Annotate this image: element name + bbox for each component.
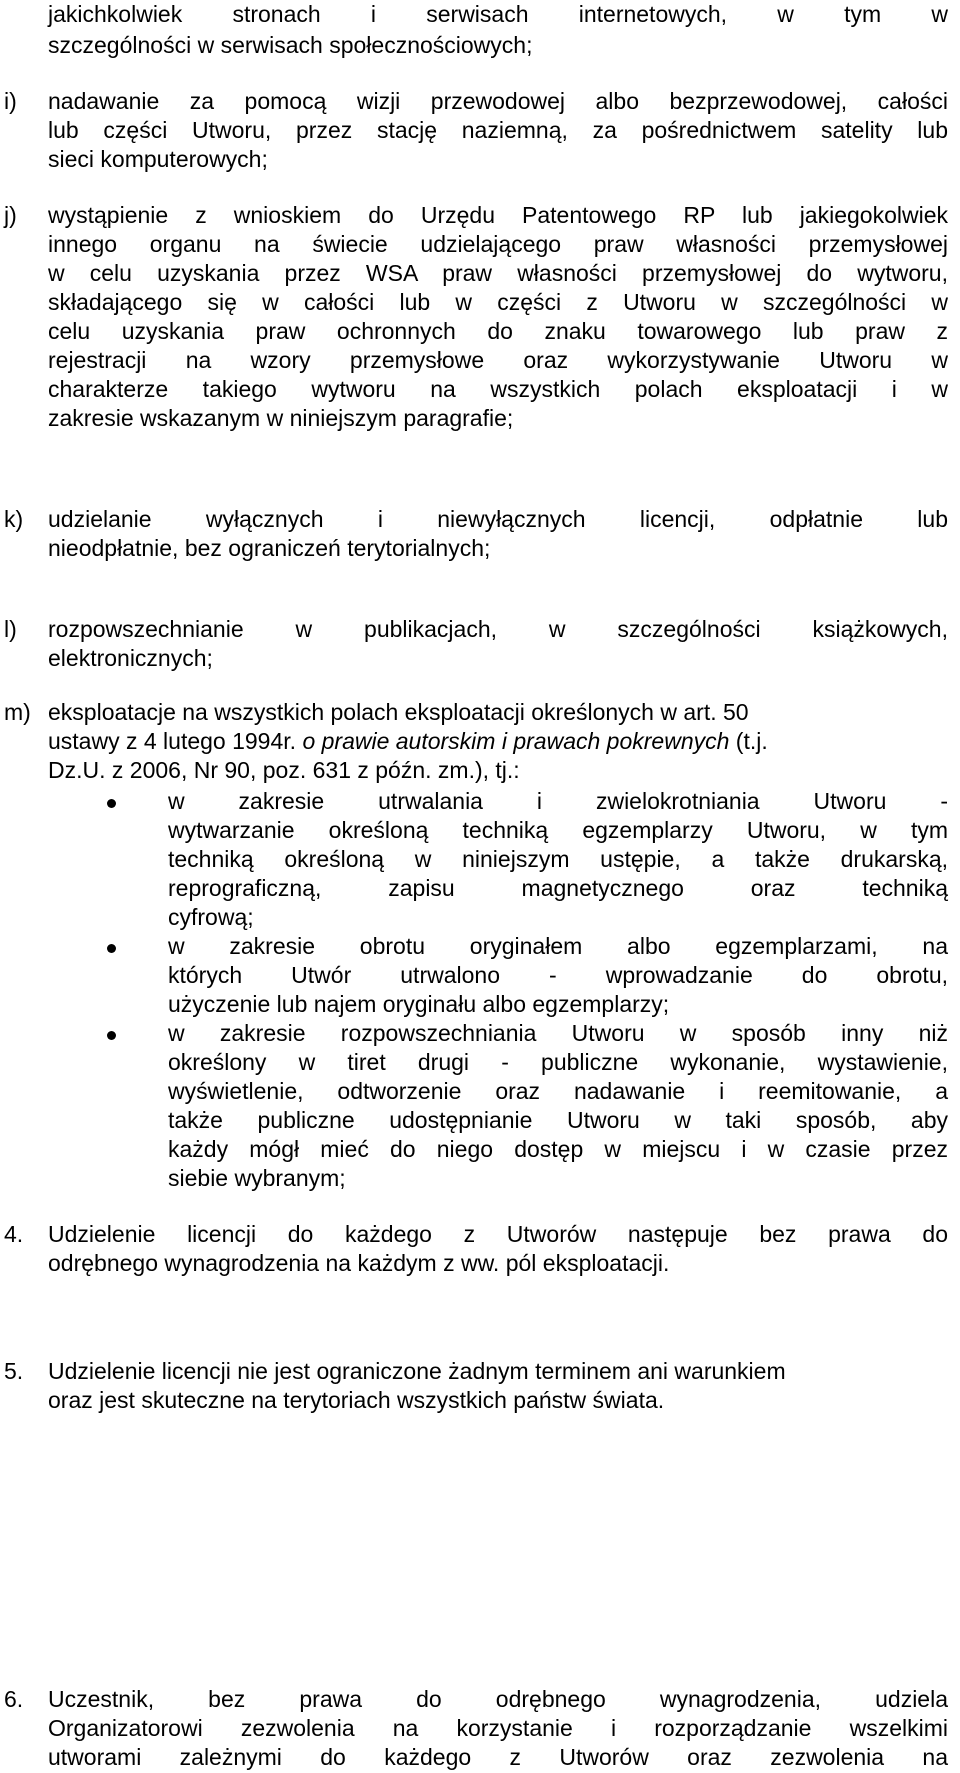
bullet-3-line-5: każdy mógł mieć do niego dostęp w miejscu i w czasie przez bbox=[168, 1136, 948, 1162]
item-m-line-1: eksploatacje na wszystkich polach eksploatacji określonych w art. 50 bbox=[48, 699, 749, 725]
bullet-3-line-6: siebie wybranym; bbox=[168, 1165, 346, 1191]
item-j-line-6: rejestracji na wzory przemysłowe oraz wykorzystywanie Utworu w bbox=[48, 347, 948, 373]
item-i-line-3: sieci komputerowych; bbox=[48, 146, 268, 172]
bullet-2-line-1: w zakresie obrotu oryginałem albo egzemplarzami, na bbox=[168, 933, 948, 959]
item-i-line-1: nadawanie za pomocą wizji przewodowej albo bezprzewodowej, całości bbox=[48, 88, 948, 114]
item-i-line-2: lub części Utworu, przez stację naziemną, za pośrednictwem satelity lub bbox=[48, 117, 948, 143]
item-m-marker: m) bbox=[4, 699, 31, 725]
bullet-3-line-4: także publiczne udostępnianie Utworu w taki sposób, aby bbox=[168, 1107, 948, 1133]
paragraph-4-number: 4. bbox=[4, 1221, 24, 1247]
bullet-1-line-1: w zakresie utrwalania i zwielokrotniania Utworu - bbox=[168, 788, 948, 814]
bullet-1-line-4: reprograficzną, zapisu magnetycznego oraz techniką bbox=[168, 875, 948, 901]
paragraph-6-line-1: Uczestnik, bez prawa do odrębnego wynagrodzenia, udziela bbox=[48, 1686, 948, 1712]
paragraph-5-line-1: Udzielenie licencji nie jest ograniczone żadnym terminem ani warunkiem bbox=[48, 1358, 786, 1384]
item-l-line-1: rozpowszechnianie w publikacjach, w szczególności książkowych, bbox=[48, 616, 948, 642]
paragraph-5-line-2: oraz jest skuteczne na terytoriach wszystkich państw świata. bbox=[48, 1387, 665, 1413]
bullet-1-line-5: cyfrową; bbox=[168, 904, 254, 930]
item-m-line-2-end: (t.j. bbox=[729, 728, 768, 754]
paragraph-6-number: 6. bbox=[4, 1686, 24, 1712]
paragraph-4-line-2: odrębnego wynagrodzenia na każdym z ww. pól eksploatacji. bbox=[48, 1250, 670, 1276]
item-k-marker: k) bbox=[4, 506, 24, 532]
item-l-marker: l) bbox=[4, 616, 17, 642]
bullet-3-line-1: w zakresie rozpowszechniania Utworu w sposób inny niż bbox=[168, 1020, 948, 1046]
item-j-line-7: charakterze takiego wytworu na wszystkich polach eksploatacji i w bbox=[48, 376, 948, 402]
item-j-line-1: wystąpienie z wnioskiem do Urzędu Patentowego RP lub jakiegokolwiek bbox=[48, 202, 948, 228]
paragraph-4-line-1: Udzielenie licencji do każdego z Utworów następuje bez prawa do bbox=[48, 1221, 948, 1247]
item-l-line-2: elektronicznych; bbox=[48, 645, 213, 671]
item-i-marker: i) bbox=[4, 88, 17, 114]
paragraph-6-line-3: utworami zależnymi do każdego z Utworów oraz zezwolenia na bbox=[48, 1744, 948, 1770]
item-m-line-3: Dz.U. z 2006, Nr 90, poz. 631 z późn. zm.), tj.: bbox=[48, 757, 520, 783]
item-j-line-3: w celu uzyskania przez WSA praw własności przemysłowej do wytworu, bbox=[48, 260, 948, 286]
item-continuation-line-1: jakichkolwiek stronach i serwisach internetowych, w tym w bbox=[48, 1, 948, 27]
item-m-line-2-start: ustawy z 4 lutego 1994r. bbox=[48, 728, 303, 754]
item-j-line-4: składającego się w całości lub w części z Utworu w szczególności w bbox=[48, 289, 948, 315]
bullet-icon bbox=[107, 799, 116, 808]
bullet-3-line-2: określony w tiret drugi - publiczne wykonanie, wystawienie, bbox=[168, 1049, 948, 1075]
item-k-line-2: nieodpłatnie, bez ograniczeń terytorialnych; bbox=[48, 535, 491, 561]
bullet-icon bbox=[107, 944, 116, 953]
item-j-line-2: innego organu na świecie udzielającego praw własności przemysłowej bbox=[48, 231, 948, 257]
item-m-line-2 bbox=[48, 727, 768, 757]
bullet-2-line-3: użyczenie lub najem oryginału albo egzemplarzy; bbox=[168, 991, 670, 1017]
item-j-line-5: celu uzyskania praw ochronnych do znaku towarowego lub praw z bbox=[48, 318, 948, 344]
item-j-line-8: zakresie wskazanym w niniejszym paragrafie; bbox=[48, 405, 514, 431]
bullet-1-line-3: techniką określoną w niniejszym ustępie, a także drukarską, bbox=[168, 846, 948, 872]
paragraph-6-line-2: Organizatorowi zezwolenia na korzystanie i rozporządzanie wszelkimi bbox=[48, 1715, 948, 1741]
bullet-1-line-2: wytwarzanie określoną techniką egzemplarzy Utworu, w tym bbox=[168, 817, 948, 843]
act-title-italic: o prawie autorskim i prawach pokrewnych bbox=[302, 728, 730, 754]
item-k-line-1: udzielanie wyłącznych i niewyłącznych licencji, odpłatnie lub bbox=[48, 506, 948, 532]
bullet-3-line-3: wyświetlenie, odtworzenie oraz nadawanie i reemitowanie, a bbox=[168, 1078, 948, 1104]
bullet-icon bbox=[107, 1031, 116, 1040]
paragraph-5-number: 5. bbox=[4, 1358, 24, 1384]
item-continuation-line-2: szczególności w serwisach społecznościowych; bbox=[48, 32, 533, 58]
item-j-marker: j) bbox=[4, 202, 17, 228]
bullet-2-line-2: których Utwór utrwalono - wprowadzanie do obrotu, bbox=[168, 962, 948, 988]
